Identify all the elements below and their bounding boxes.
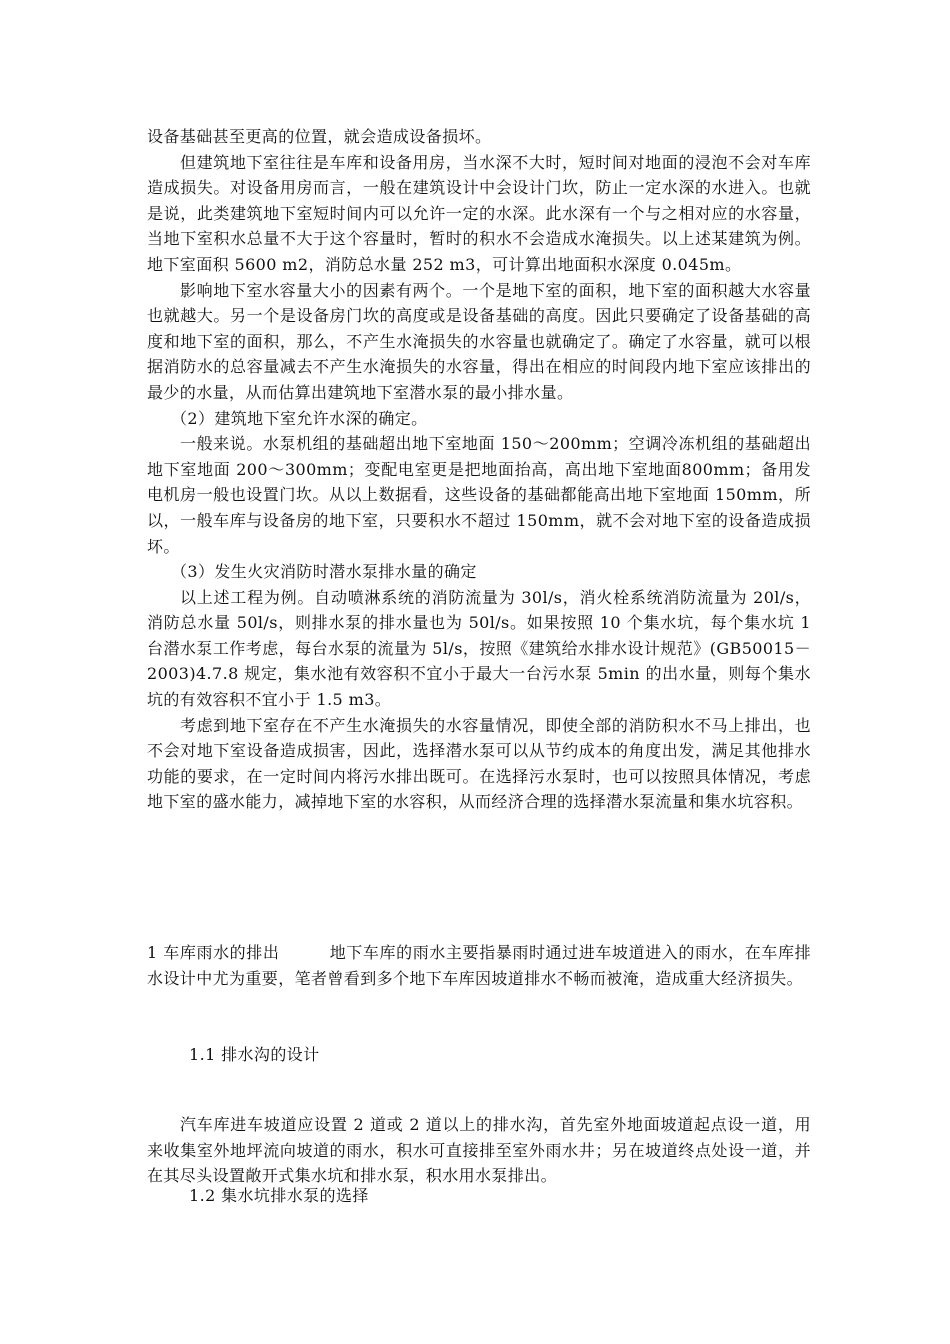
paragraph: 一般来说。水泵机组的基础超出地下室地面 150～200mm；空调冷冻机组的基础超出地下室地面 200～300mm；变配电室更是把地面抬高，高出地下室地面800mm；备用发电机房一般也设置门坎。从以上数据看，这些设备的基础都能高出地下室地面 150mm，所以，一般车库与设备房的地下室，只要积水不超过 150mm，就不会对地下室的设备造成损坏。 <box>147 434 811 556</box>
paragraph-subheading: （3）发生火灾消防时潜水泵排水量的确定 <box>171 562 477 582</box>
paragraph: 设备基础甚至更高的位置，就会造成设备损坏。 <box>147 127 492 146</box>
paragraph: 以上述工程为例。自动喷淋系统的消防流量为 30l/s，消火栓系统消防流量为 20l/s，消防总水量 50l/s，则排水泵的排水量也为 50l/s。如果按照 10 个集水坑，每个集水坑 1 台潜水泵工作考虑，每台水泵的流量为 5l/s，按照《建筑给水排水设计规范》(GB50015－2003)4.7.8 规定，集水池有效容积不宜小于最大一台污水泵 5min 的出水量，则每个集水坑的有效容积不宜小于 1.5 m3。 <box>147 587 817 710</box>
body-text-top <box>147 124 817 815</box>
section-1-heading: 1 车库雨水的排出 <box>147 943 280 962</box>
paragraph: 但建筑地下室往往是车库和设备用房，当水深不大时，短时间对地面的浸泡不会对车库造成损失。对设备用房而言，一般在建筑设计中会设计门坎，防止一定水深的水进入。也就是说，此类建筑地下室短时间内可以允许一定的水深。此水深有一个与之相对应的水容量，当地下室积水总量不大于这个容量时，暂时的积水不会造成水淹损失。以上述某建筑为例。地下室面积 5600 m2，消防总水量 252 m3，可计算出地面积水深度 0.045m。 <box>147 152 811 274</box>
section-1-text: 地下车库的雨水主要指暴雨时通过进车坡道进入的雨水，在车库排水设计中尤为重要，笔者曾看到多个地下车库因坡道排水不畅而被淹，造成重大经济损失。 <box>147 943 811 988</box>
subsection-1-1-heading: 1.1 排水沟的设计 <box>189 1045 320 1064</box>
section-1 <box>147 940 811 991</box>
paragraph: 影响地下室水容量大小的因素有两个。一个是地下室的面积，地下室的面积越大水容量也就越大。另一个是设备房门坎的高度或是设备基础的高度。因此只要确定了设备基础的高度和地下室的面积，那么，不产生水淹损失的水容量也就确定了。确定了水容量，就可以根据消防水的总容量减去不产生水淹损失的水容量，得出在相应的时间段内地下室应该排出的最少的水量，从而估算出建筑地下室潜水泵的最小排水量。 <box>147 280 811 402</box>
subsection-1-1 <box>147 1112 811 1189</box>
paragraph-subheading: （2）建筑地下室允许水深的确定。 <box>171 408 428 428</box>
paragraph: 考虑到地下室存在不产生水淹损失的水容量情况，即使全部的消防积水不马上排出，也不会对地下室设备造成损害，因此，选择潜水泵可以从节约成本的角度出发，满足其他排水功能的要求，在一定时间内将污水排出既可。在选择污水泵时，也可以按照具体情况，考虑地下室的盛水能力，减掉地下室的水容积，从而经济合理的选择潜水泵流量和集水坑容积。 <box>147 715 811 812</box>
section-1-paragraph <box>147 940 811 991</box>
subsection-1-2-heading: 1.2 集水坑排水泵的选择 <box>189 1186 369 1205</box>
subsection-1-1-text: 汽车库进车坡道应设置 2 道或 2 道以上的排水沟，首先室外地面坡道起点设一道，用来收集室外地坪流向坡道的雨水，积水可直接排至室外雨水井；另在坡道终点处设一道，并在其尽头设置敞开式集水坑和排水泵，积水用水泵排出。 <box>147 1115 811 1186</box>
